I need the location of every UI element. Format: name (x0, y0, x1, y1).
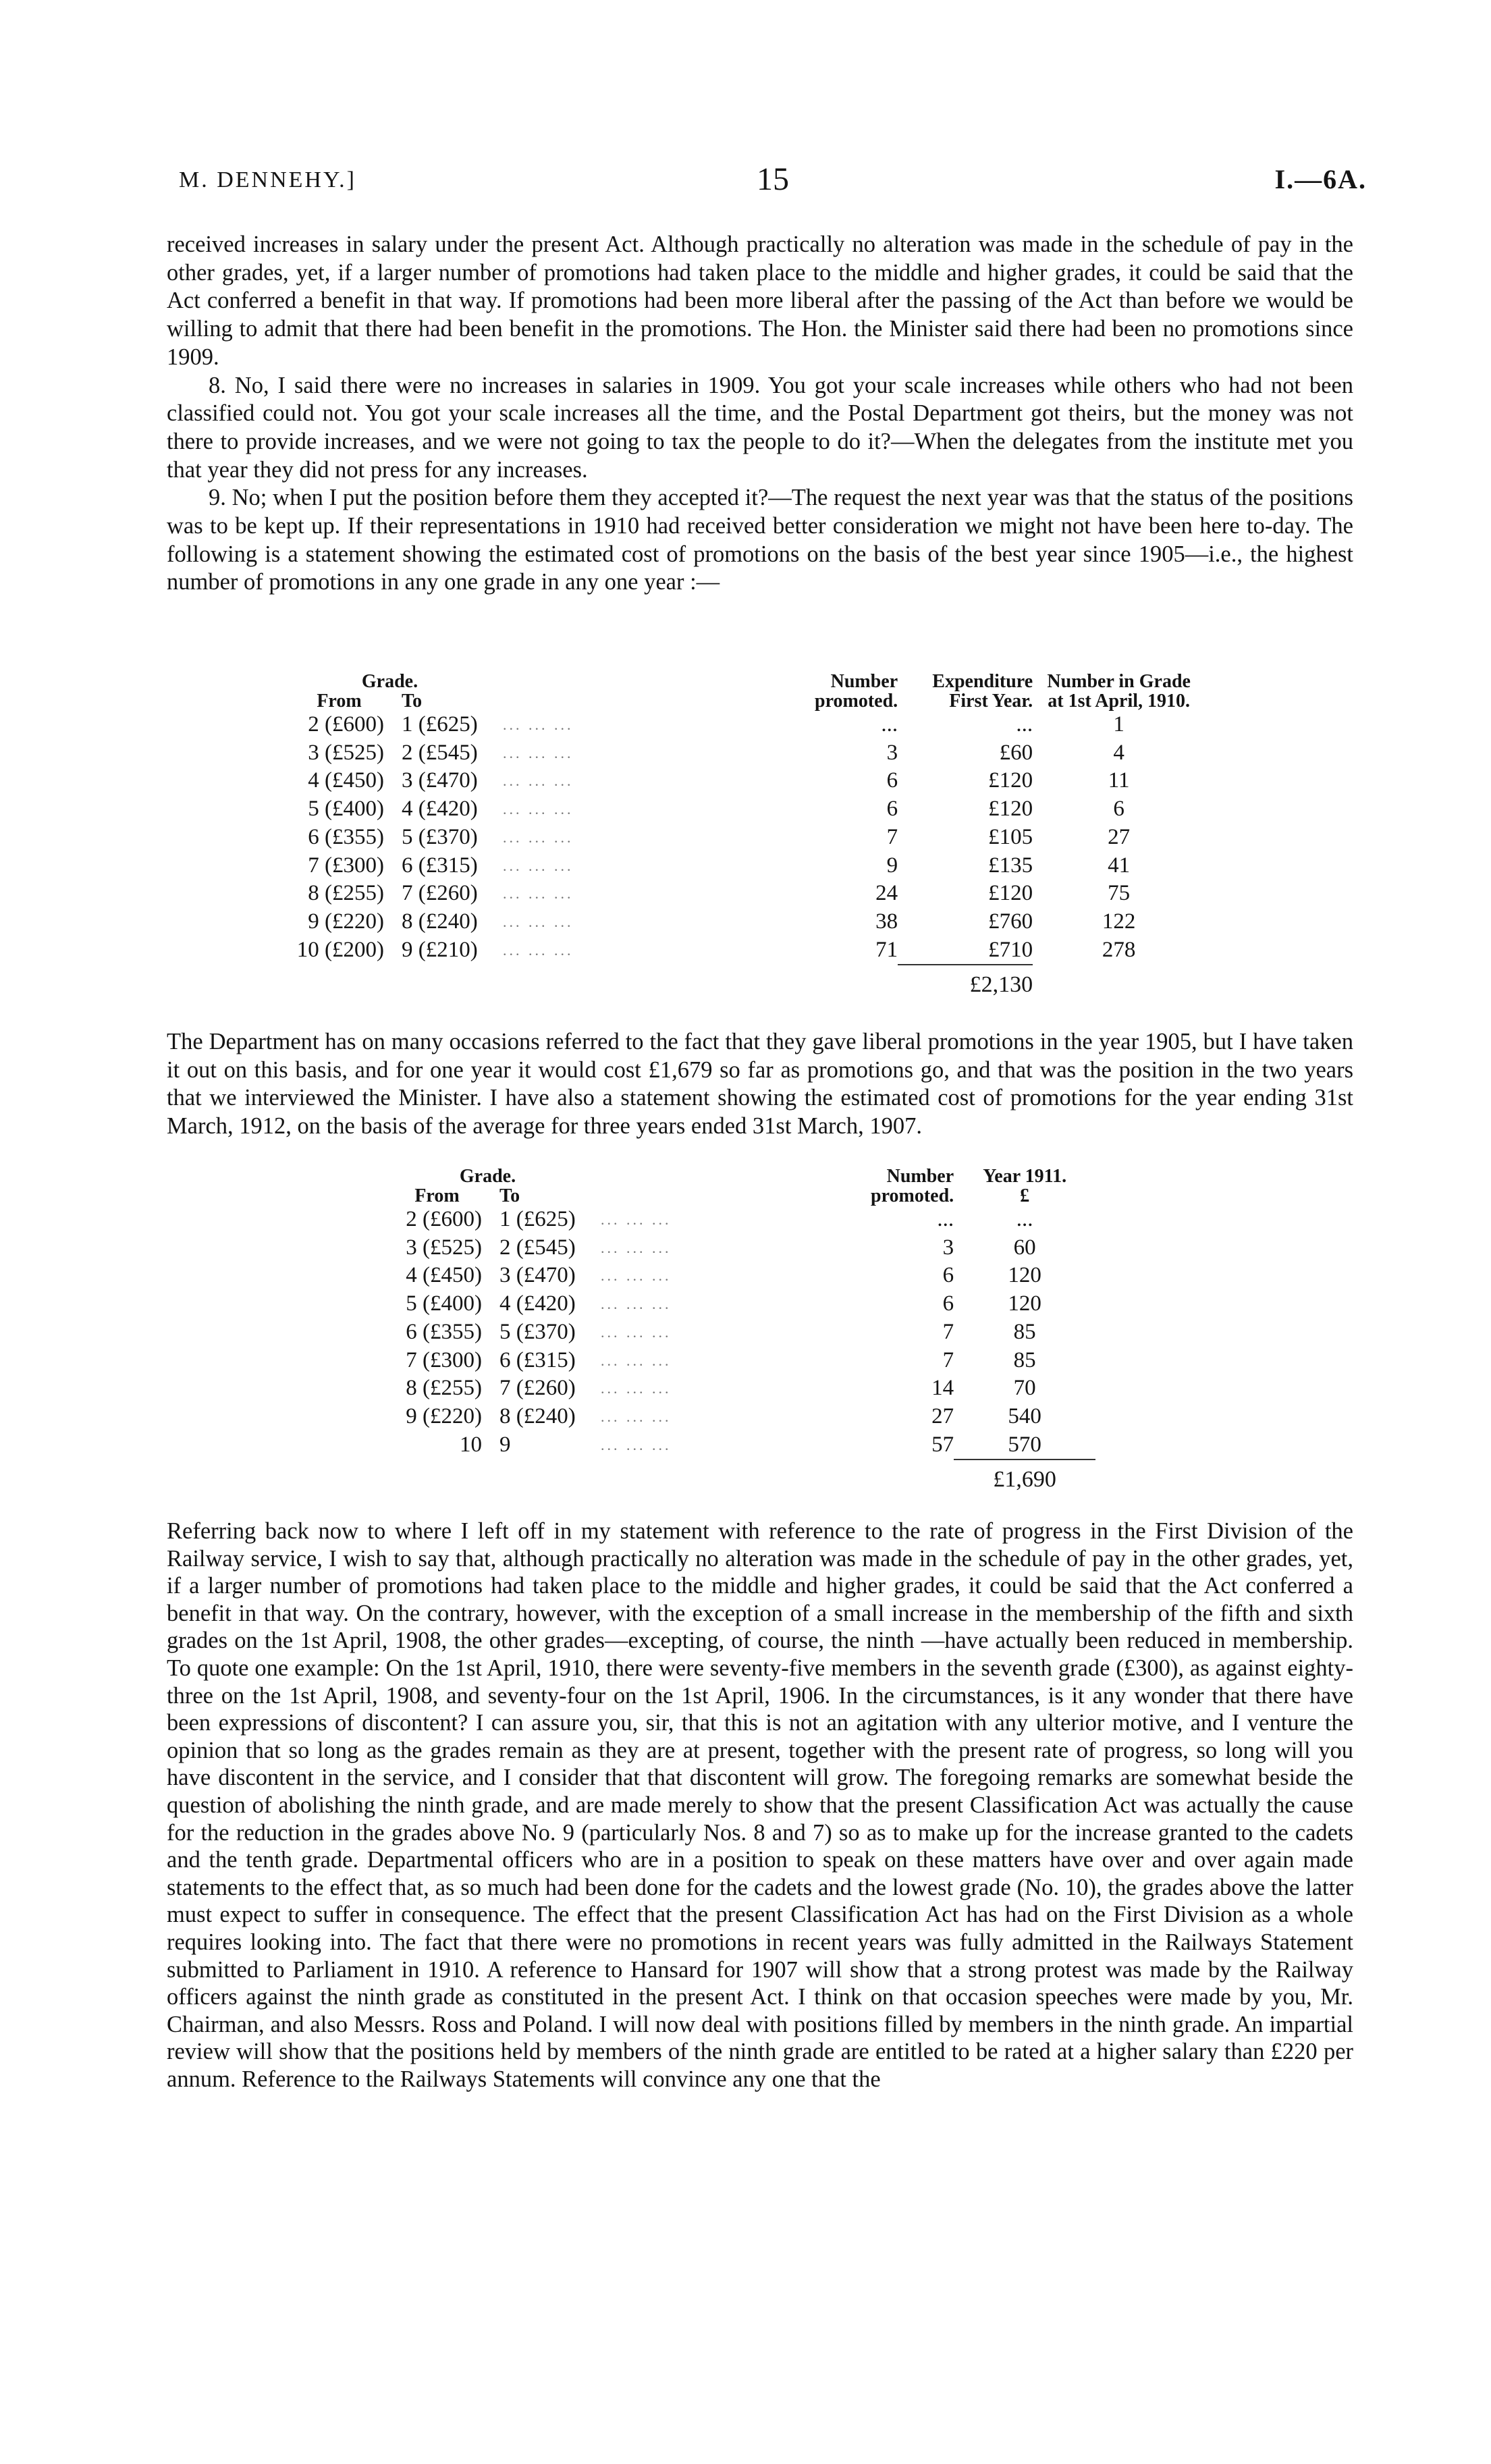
table-row: 7 (£300) 6 (£315) ... ... ... 9 £135 41 (308, 853, 1131, 878)
table-row: 9 (£220) 8 (£240) ... ... ... 27 540 (406, 1403, 1041, 1428)
to-header: To (499, 1185, 520, 1206)
table-row: 4 (£450) 3 (£470) ... ... ... 6 £120 11 (308, 768, 1130, 793)
pound-header: £ (1020, 1185, 1030, 1206)
promotions-average-table (375, 1167, 1095, 1494)
paragraph-question-8: 8. No, I said there were no increases in salaries in 1909. You got your scale increases while others who had not been classified could not. You got your scale increases all the time, and the Postal Department got theirs, but the money was not there to provide increases, and we were not going to tax the people to do it?—When the delegates from the institute met you that year they did not press for any increases. (167, 372, 1353, 483)
table-row: 3 (£525) 2 (£545) ... ... ... 3 60 (406, 1235, 1036, 1260)
table-row: 6 (£355) 5 (£370) ... ... ... 7 £105 27 (308, 824, 1131, 849)
promoted-header: promoted. (871, 1185, 954, 1206)
table-row: 5 (£400) 4 (£420) ... ... ... 6 £120 6 (308, 797, 1124, 822)
year-header: Year 1911. (983, 1166, 1067, 1187)
table2-total: £1,690 (954, 1459, 1095, 1494)
page-header (179, 161, 1367, 208)
closing-paragraph (167, 1518, 1353, 2093)
promotions-best-year-table (277, 672, 1205, 999)
to-header: To (402, 691, 423, 712)
table-row: 3 (£525) 2 (£545) ... ... ... 3 £60 4 (308, 740, 1124, 765)
table1-total: £2,130 (898, 965, 1033, 999)
table-row: 9 (£220) 8 (£240) ... ... ... 38 £760 122 (308, 909, 1136, 934)
number-header: Number (830, 671, 898, 692)
table-row: 2 (£600) 1 (£625) ... ... ... ... ... 1 (308, 712, 1124, 736)
from-header: From (317, 691, 362, 712)
table-row: 2 (£600) 1 (£625) ... ... ... ... ... (406, 1207, 1033, 1231)
table-row: 7 (£300) 6 (£315) ... ... ... 7 85 (406, 1347, 1036, 1372)
table-row: 8 (£255) 7 (£260) ... ... ... 14 70 (406, 1376, 1036, 1401)
grade-count-header: Number in Grade (1047, 671, 1191, 692)
header-reference: I.—6A. (1274, 164, 1367, 194)
from-header: From (414, 1185, 460, 1206)
table-total-row (375, 1459, 1095, 1494)
paragraph-question-9: 9. No; when I put the position before them they accepted it?—The request the next year was that the status of the positions was to be kept up. If their representations in 1910 had received better consideration we might not have been here to-day. The following is a statement showing the estimated cost of promotions on the basis of the best year since 1905—i.e., the highest number of promotions in any one grade in any one year :— (167, 485, 1353, 595)
opening-paragraphs (167, 231, 1353, 597)
promoted-header: promoted. (815, 691, 898, 712)
table-row: 4 (£450) 3 (£470) ... ... ... 6 120 (406, 1263, 1041, 1288)
table-row: 8 (£255) 7 (£260) ... ... ... 24 £120 75 (308, 881, 1131, 906)
grade-header: Grade. (459, 1166, 516, 1187)
number-header: Number (886, 1166, 954, 1187)
table-total-row (277, 965, 1205, 999)
april-1910-header: at 1st April, 1910. (1048, 691, 1191, 712)
table-row: 6 (£355) 5 (£370) ... ... ... 7 85 (406, 1319, 1036, 1344)
expenditure-header: Expenditure (932, 671, 1033, 692)
paragraph-continued: received increases in salary under the present Act. Although practically no alteration was made in the schedule of pay in the other grades, yet, if a larger number of promotions had taken place to the middle and higher grades, it could be said that the Act conferred a benefit in that way. If promotions had been more liberal after the passing of the Act than before we would be willing to admit that there had been benefit in the promotions. The Hon. the Minister said there had been no promotions since 1909. (167, 232, 1353, 370)
table-row: 10 (£200) 9 (£210) ... ... ... 71 £710 278 (296, 937, 1136, 963)
paragraph-referring-back: Referring back now to where I left off in my statement with reference to the rate of progress in the First Division of the Railway service, I wish to say that, although practically no alteration was made in the schedule of pay in the other grades, yet, if a larger number of promotions had taken place to the middle and higher grades, it could be said that the Act conferred a benefit in that way. On the contrary, however, with the exception of a small increase in the membership of the fifth and sixth grades on the 1st April, 1908, the other grades—excepting, of course, the ninth —have actually been reduced in membership. To quote one example: On the 1st April, 1910, there were seventy-five members in the seventh grade (£300), as against eighty-three on the 1st April, 1908, and seventy-four on the 1st April, 1906. In the circumstances, is it any wonder that there have been expressions of discontent? I can assure you, sir, that this is not an agitation with any ulterior motive, and I venture the opinion that so long as the grades remain as they are at present, together with the present rate of progress, so long will you have discontent in the service, and I consider that that discontent will grow. The foregoing remarks are somewhat beside the question of abolishing the ninth grade, and are made merely to show that the present Classification Act was actually the cause for the reduction in the grades above No. 9 (particularly Nos. 8 and 7) so as to make up for the increase granted to the cadets and the tenth grade. Departmental officers who are in a position to speak on these matters have over and over again made statements to the effect that, as so much had been done for the cadets and the lowest grade (No. 10), the grades above the latter must expect to suffer in consequence. The effect that the present Classification Act has had on the First Division as a whole requires looking into. The fact that there were no promotions in recent years was fully admitted in the Railways Statement submitted to Parliament in 1910. A reference to Hansard for 1907 will show that a strong protest was made by the Railway officers against the ninth grade as constituted in the present Act. I think on that occasion speeches were made by you, Mr. Chairman, and also Messrs. Ross and Poland. I will now deal with positions filled by members in the ninth grade. An impartial review will show that the positions held by members of the ninth grade are entitled to be rated at a higher salary than £220 per annum. Reference to the Railways Statements will convince any one that the (167, 1518, 1353, 2092)
first-year-header: First Year. (949, 691, 1033, 712)
table-row: 10 9 ... ... ... 57 570 (460, 1432, 1041, 1457)
table-row: 5 (£400) 4 (£420) ... ... ... 6 120 (406, 1291, 1041, 1316)
header-page-number: 15 (757, 161, 789, 197)
header-author: M. DENNEHY.] (179, 167, 356, 192)
paragraph-department: The Department has on many occasions referred to the fact that they gave liberal promotions in the year 1905, but I have taken it out on this basis, and for one year it would cost £1,679 so far as promotions go, and that was the position in the two years that we interviewed the Minister. I have also a statement showing the estimated cost of promotions for the year ending 31st March, 1912, on the basis of the average for three years ended 31st March, 1907. (167, 1029, 1353, 1140)
middle-paragraph (167, 1028, 1353, 1141)
grade-header: Grade. (361, 671, 418, 692)
